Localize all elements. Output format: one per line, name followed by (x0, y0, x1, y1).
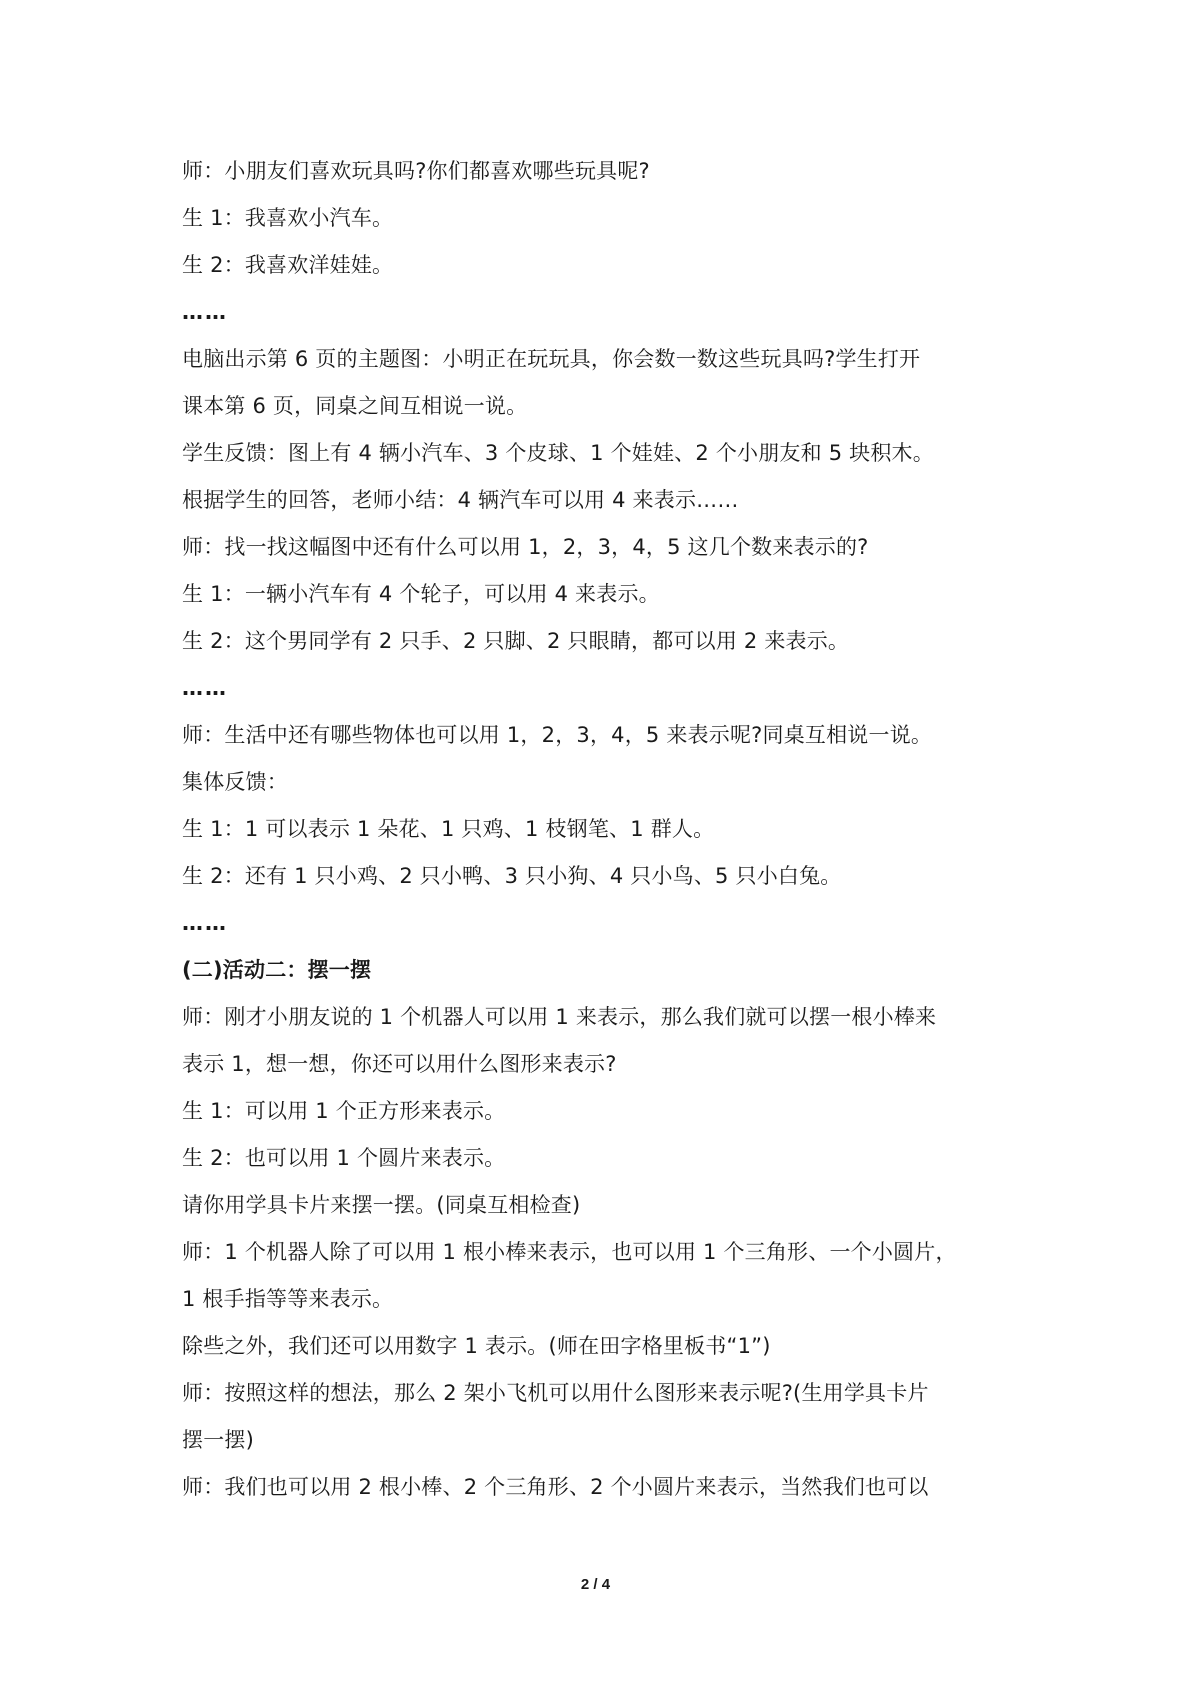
text-line: 师：小朋友们喜欢玩具吗?你们都喜欢哪些玩具呢? (182, 159, 650, 183)
text-line: 1 根手指等等来表示。 (182, 1287, 394, 1311)
text-line: 生 2：我喜欢洋娃娃。 (182, 253, 394, 277)
ellipsis-line: …… (182, 911, 228, 935)
ellipsis-line: …… (182, 300, 228, 324)
text-line: 根据学生的回答，老师小结：4 辆汽车可以用 4 来表示…… (182, 488, 739, 512)
text-line: 生 1：1 可以表示 1 朵花、1 只鸡、1 枝钢笔、1 群人。 (182, 817, 715, 841)
text-line: 师：我们也可以用 2 根小棒、2 个三角形、2 个小圆片来表示，当然我们也可以 (182, 1475, 929, 1499)
document-body (182, 148, 1022, 1511)
text-line: 生 2：也可以用 1 个圆片来表示。 (182, 1146, 506, 1170)
text-line: 师：找一找这幅图中还有什么可以用 1，2，3，4，5 这几个数来表示的? (182, 535, 869, 559)
text-line: 学生反馈：图上有 4 辆小汽车、3 个皮球、1 个娃娃、2 个小朋友和 5 块积木。 (182, 441, 934, 465)
text-line: 课本第 6 页，同桌之间互相说一说。 (182, 394, 528, 418)
text-line: 集体反馈： (182, 770, 288, 794)
ellipsis-line: …… (182, 676, 228, 700)
text-line: 请你用学具卡片来摆一摆。(同桌互相检查) (182, 1193, 581, 1217)
text-line: 除些之外，我们还可以用数字 1 表示。(师在田字格里板书“1”) (182, 1334, 771, 1358)
text-line: 电脑出示第 6 页的主题图：小明正在玩玩具，你会数一数这些玩具吗?学生打开 (182, 347, 921, 371)
text-line: 摆一摆) (182, 1428, 254, 1452)
text-line: 师：刚才小朋友说的 1 个机器人可以用 1 来表示，那么我们就可以摆一根小棒来 (182, 1005, 937, 1029)
text-line: 生 1：可以用 1 个正方形来表示。 (182, 1099, 506, 1123)
text-line: 师：1 个机器人除了可以用 1 根小棒来表示，也可以用 1 个三角形、一个小圆片， (182, 1240, 957, 1264)
text-line: 生 1：我喜欢小汽车。 (182, 206, 394, 230)
section-heading: (二)活动二：摆一摆 (182, 958, 372, 982)
text-line: 师：按照这样的想法，那么 2 架小飞机可以用什么图形来表示呢?(生用学具卡片 (182, 1381, 929, 1405)
text-line: 表示 1，想一想，你还可以用什么图形来表示? (182, 1052, 617, 1076)
text-line: 生 1：一辆小汽车有 4 个轮子，可以用 4 来表示。 (182, 582, 660, 606)
text-line: 师：生活中还有哪些物体也可以用 1，2，3，4，5 来表示呢?同桌互相说一说。 (182, 723, 933, 747)
text-line: 生 2：还有 1 只小鸡、2 只小鸭、3 只小狗、4 只小鸟、5 只小白兔。 (182, 864, 842, 888)
page-number: 2 / 4 (580, 1576, 611, 1593)
text-line: 生 2：这个男同学有 2 只手、2 只脚、2 只眼睛，都可以用 2 来表示。 (182, 629, 850, 653)
